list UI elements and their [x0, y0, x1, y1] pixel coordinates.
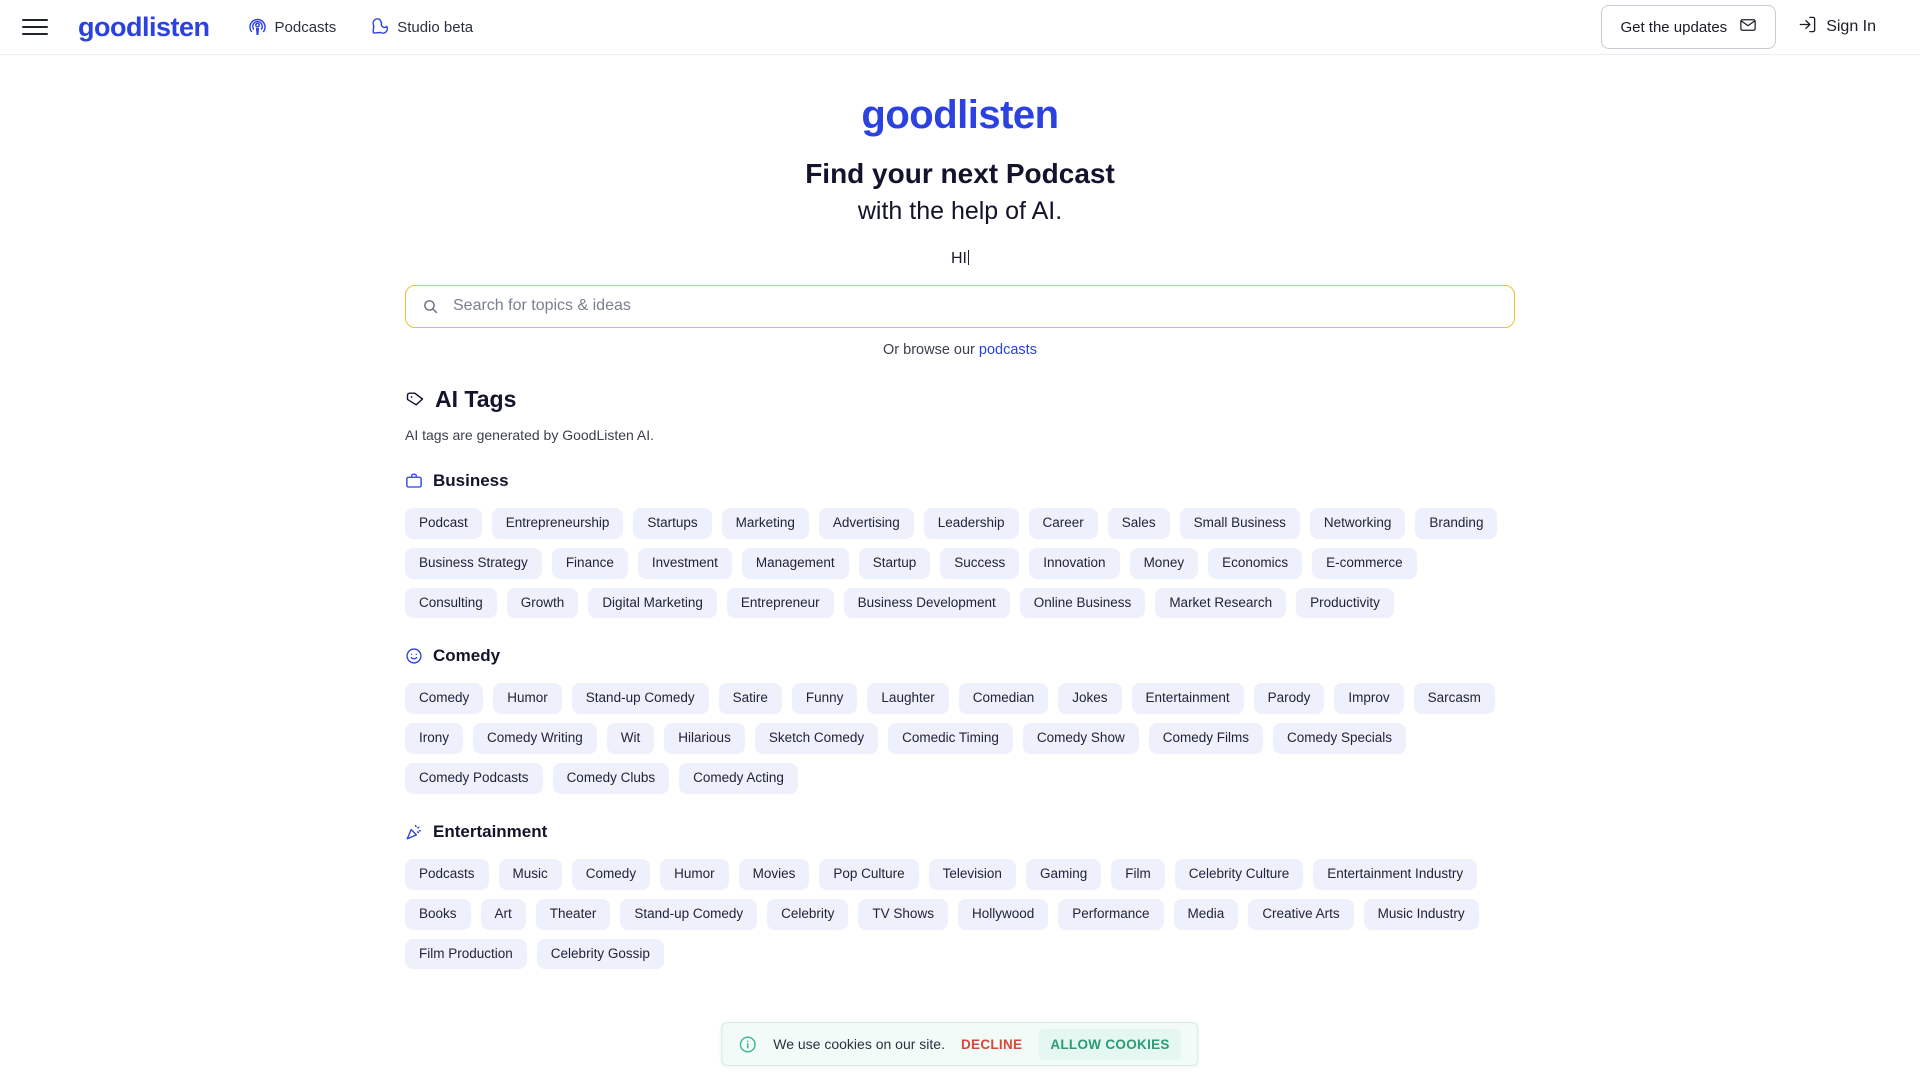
- tag-chip[interactable]: Growth: [507, 588, 579, 619]
- tag-chip[interactable]: Stand-up Comedy: [572, 683, 709, 714]
- tag-chip[interactable]: Entertainment: [1132, 683, 1244, 714]
- tag-chip[interactable]: Movies: [739, 859, 810, 890]
- briefcase-icon: [405, 472, 423, 490]
- nav-item-studio[interactable]: [362, 12, 481, 43]
- tag-chip[interactable]: Music Industry: [1364, 899, 1479, 930]
- tag-chip[interactable]: Entrepreneurship: [492, 508, 624, 539]
- text-caret: [968, 250, 969, 265]
- tag-list-comedy: [405, 683, 1515, 794]
- podcast-icon: [248, 18, 267, 37]
- tag-chip[interactable]: Comedy Acting: [679, 763, 798, 794]
- page-title: [405, 156, 1515, 228]
- tag-chip[interactable]: Money: [1130, 548, 1199, 579]
- tag-chip[interactable]: Comedy: [572, 859, 650, 890]
- tag-chip[interactable]: Sketch Comedy: [755, 723, 878, 754]
- typed-suggestion-text: [405, 250, 1515, 270]
- tag-chip[interactable]: E-commerce: [1312, 548, 1417, 579]
- tag-chip[interactable]: Comedy Writing: [473, 723, 597, 754]
- search-icon: [422, 298, 439, 315]
- tag-chip[interactable]: Wit: [607, 723, 655, 754]
- tag-chip[interactable]: Marketing: [722, 508, 809, 539]
- tag-list-business: [405, 508, 1515, 619]
- tag-chip[interactable]: Success: [940, 548, 1019, 579]
- tag-chip[interactable]: Small Business: [1180, 508, 1300, 539]
- login-icon: [1798, 15, 1817, 39]
- tag-chip[interactable]: Humor: [660, 859, 729, 890]
- tag-chip[interactable]: Leadership: [924, 508, 1019, 539]
- nav-item-podcasts[interactable]: [240, 12, 345, 43]
- tag-chip[interactable]: Sarcasm: [1414, 683, 1495, 714]
- sign-in-label: Sign In: [1826, 18, 1876, 35]
- tag-chip[interactable]: Jokes: [1058, 683, 1121, 714]
- tag-category-comedy: [405, 646, 1515, 794]
- brand-logo-nav[interactable]: goodlisten: [78, 11, 210, 42]
- tag-chip[interactable]: Satire: [719, 683, 782, 714]
- tag-chip[interactable]: Media: [1174, 899, 1239, 930]
- tag-chip[interactable]: Art: [481, 899, 526, 930]
- tag-chip[interactable]: Humor: [493, 683, 562, 714]
- tag-chip[interactable]: Networking: [1310, 508, 1406, 539]
- ai-tags-title: AI Tags: [435, 385, 517, 412]
- tag-chip[interactable]: Startup: [859, 548, 931, 579]
- tag-chip[interactable]: Hilarious: [664, 723, 745, 754]
- browse-hint: [405, 342, 1515, 358]
- tag-chip[interactable]: Parody: [1254, 683, 1325, 714]
- search-input[interactable]: [451, 296, 1498, 316]
- envelope-icon: [1739, 16, 1757, 38]
- tag-chip[interactable]: Advertising: [819, 508, 914, 539]
- search-box[interactable]: [405, 285, 1515, 328]
- tag-chip[interactable]: Economics: [1208, 548, 1302, 579]
- tag-chip[interactable]: Hollywood: [958, 899, 1048, 930]
- tag-chip[interactable]: Theater: [536, 899, 611, 930]
- tag-chip[interactable]: Business Development: [844, 588, 1010, 619]
- top-navigation-bar: [0, 0, 1920, 55]
- tag-chip[interactable]: Productivity: [1296, 588, 1394, 619]
- tag-chip[interactable]: Creative Arts: [1248, 899, 1353, 930]
- tag-chip[interactable]: Career: [1029, 508, 1098, 539]
- tag-category-business-header: [405, 471, 1515, 491]
- tag-chip[interactable]: Sales: [1108, 508, 1170, 539]
- tag-category-business-label: Business: [433, 470, 509, 490]
- tag-chip[interactable]: TV Shows: [858, 899, 948, 930]
- tag-chip[interactable]: Pop Culture: [819, 859, 918, 890]
- sign-in-button[interactable]: [1798, 15, 1876, 39]
- tag-chip[interactable]: Podcast: [405, 508, 482, 539]
- tag-chip[interactable]: Entertainment Industry: [1313, 859, 1477, 890]
- tag-chip[interactable]: Comedic Timing: [888, 723, 1013, 754]
- get-updates-label: Get the updates: [1620, 18, 1728, 36]
- tag-chip[interactable]: Entrepreneur: [727, 588, 834, 619]
- tag-chip[interactable]: Startups: [633, 508, 711, 539]
- tag-chip[interactable]: Laughter: [867, 683, 948, 714]
- tag-category-comedy-header: [405, 646, 1515, 666]
- ai-tags-subtitle: AI tags are generated by GoodListen AI.: [405, 426, 655, 443]
- tag-icon: [405, 389, 425, 409]
- tag-chip[interactable]: Film Production: [405, 939, 527, 970]
- tag-chip[interactable]: Branding: [1415, 508, 1497, 539]
- tag-category-entertainment: [405, 822, 1515, 970]
- tag-chip[interactable]: Film: [1111, 859, 1165, 890]
- tag-chip[interactable]: Gaming: [1026, 859, 1101, 890]
- tag-chip[interactable]: Comedian: [959, 683, 1049, 714]
- headline-line-1: Find your next Podcast: [805, 158, 1115, 189]
- tag-chip[interactable]: Celebrity Gossip: [537, 939, 664, 970]
- ai-tags-section: [405, 386, 1515, 970]
- tag-chip[interactable]: Investment: [638, 548, 732, 579]
- top-bar-right-group: [1601, 5, 1898, 49]
- browse-podcasts-link[interactable]: podcasts: [978, 341, 1037, 358]
- tag-chip[interactable]: Digital Marketing: [588, 588, 717, 619]
- tag-chip[interactable]: Comedy Clubs: [553, 763, 670, 794]
- tag-chip[interactable]: Funny: [792, 683, 858, 714]
- decline-cookies-button[interactable]: DECLINE: [960, 1036, 1023, 1052]
- tag-chip[interactable]: Irony: [405, 723, 463, 754]
- tag-category-business: [405, 471, 1515, 619]
- tag-chip[interactable]: Television: [929, 859, 1016, 890]
- tag-chip[interactable]: Celebrity: [767, 899, 848, 930]
- tag-chip[interactable]: Celebrity Culture: [1175, 859, 1304, 890]
- party-popper-icon: [405, 823, 423, 841]
- ai-tags-header: [405, 386, 1515, 413]
- nav-item-podcasts-label: Podcasts: [274, 18, 337, 36]
- cookie-message: We use cookies on our site.: [773, 1036, 945, 1052]
- tag-chip[interactable]: Market Research: [1155, 588, 1286, 619]
- tag-chip[interactable]: Business Strategy: [405, 548, 542, 579]
- info-icon: [738, 1035, 757, 1054]
- tag-chip[interactable]: Innovation: [1029, 548, 1119, 579]
- tag-chip[interactable]: Stand-up Comedy: [620, 899, 757, 930]
- tag-chip[interactable]: Comedy Specials: [1273, 723, 1406, 754]
- tag-chip[interactable]: Online Business: [1020, 588, 1146, 619]
- tag-chip[interactable]: Finance: [552, 548, 628, 579]
- headline-line-2: with the help of AI.: [857, 197, 1063, 226]
- tag-chip[interactable]: Comedy Films: [1149, 723, 1263, 754]
- page-content: [0, 55, 1920, 1080]
- typed-suggestion-value: HI: [951, 249, 967, 267]
- get-updates-button[interactable]: [1601, 5, 1776, 49]
- tag-chip[interactable]: Improv: [1334, 683, 1403, 714]
- tag-chip[interactable]: Consulting: [405, 588, 497, 619]
- allow-cookies-button[interactable]: ALLOW COOKIES: [1038, 1029, 1181, 1060]
- smiley-icon: [405, 647, 423, 665]
- hero-logo: goodlisten: [861, 93, 1059, 137]
- tag-chip[interactable]: Books: [405, 899, 471, 930]
- hero-section: [405, 55, 1515, 358]
- tag-chip[interactable]: Performance: [1058, 899, 1163, 930]
- tag-chip[interactable]: Comedy Show: [1023, 723, 1139, 754]
- wrench-icon: [370, 18, 389, 37]
- tag-chip[interactable]: Comedy: [405, 683, 483, 714]
- browse-hint-prefix: Or browse our: [883, 341, 979, 358]
- tag-category-entertainment-label: Entertainment: [433, 821, 548, 841]
- tag-chip[interactable]: Comedy Podcasts: [405, 763, 543, 794]
- tag-category-entertainment-header: [405, 822, 1515, 842]
- nav-item-studio-label: Studio beta: [397, 18, 474, 36]
- cookie-banner: [721, 1022, 1198, 1066]
- tag-list-entertainment: [405, 859, 1515, 970]
- search-row: [405, 285, 1515, 328]
- tag-chip[interactable]: Podcasts: [405, 859, 489, 890]
- tag-chip[interactable]: Management: [742, 548, 849, 579]
- hamburger-menu-icon[interactable]: [22, 17, 48, 37]
- tag-category-comedy-label: Comedy: [433, 646, 501, 666]
- tag-chip[interactable]: Music: [499, 859, 562, 890]
